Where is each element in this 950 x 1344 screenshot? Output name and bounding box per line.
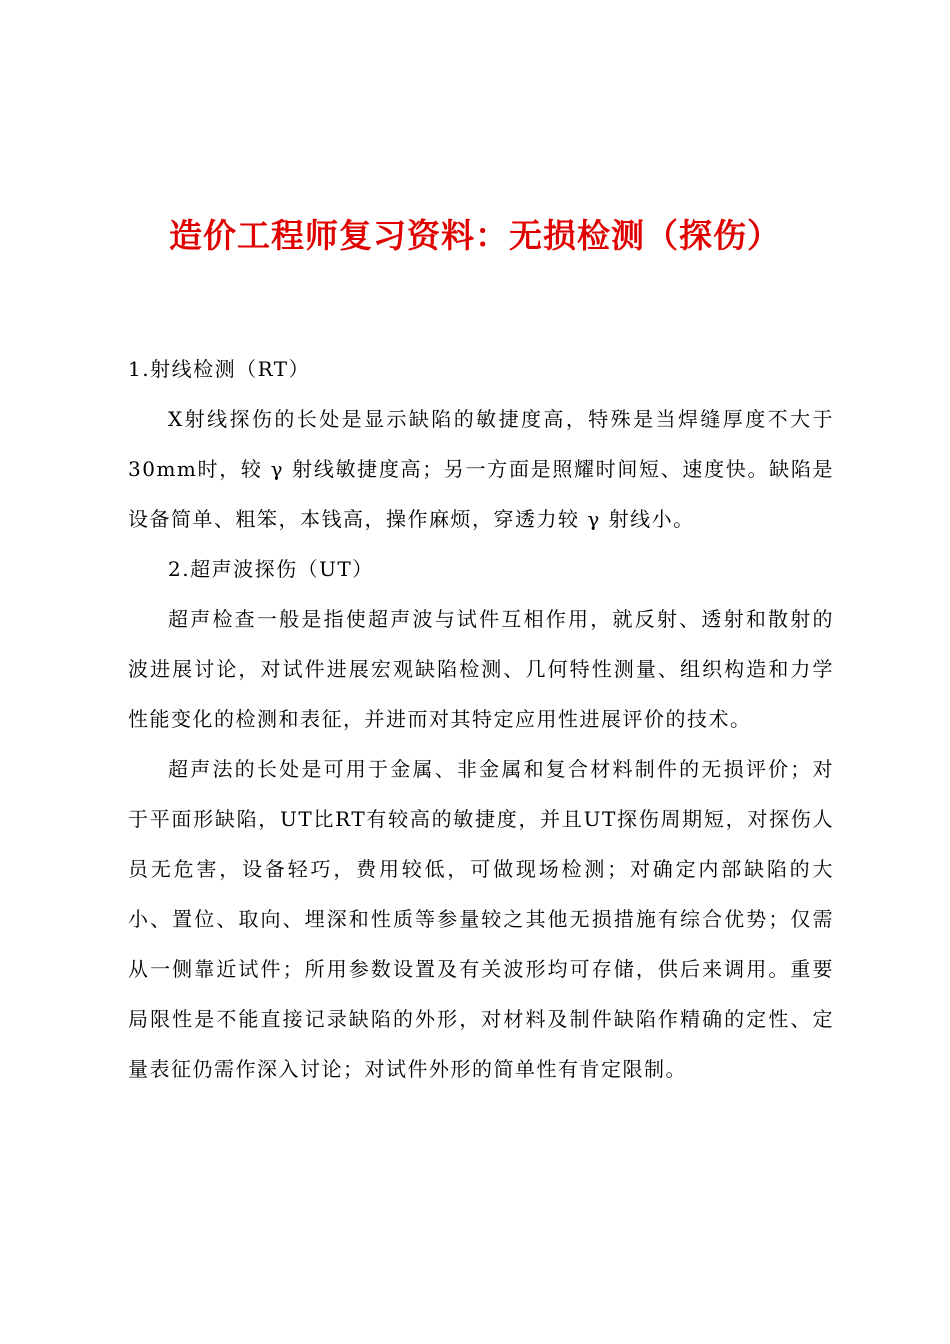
section-heading-ut: 2.超声波探伤（UT） <box>168 557 374 581</box>
paragraph-rt-description: X射线探伤的长处是显示缺陷的敏捷度高，特殊是当焊缝厚度不大于30mm时，较 γ 射线敏捷度高；另一方面是照耀时间短、速度快。缺陷是设备简单、粗笨，本钱高，操作麻烦，穿透力较 γ 射线小。 <box>128 407 834 531</box>
document-body <box>128 344 834 1094</box>
section-heading-rt: 1.射线检测（RT） <box>128 357 311 381</box>
paragraph-ut-definition: 超声检查一般是指使超声波与试件互相作用，就反射、透射和散射的波进展讨论，对试件进展宏观缺陷检测、几何特性测量、组织构造和力学性能变化的检测和表征，并进而对其特定应用性进展评价的技术。 <box>128 607 834 731</box>
paragraph-ut-advantages: 超声法的长处是可用于金属、非金属和复合材料制件的无损评价；对于平面形缺陷，UT比RT有较高的敏捷度，并且UT探伤周期短，对探伤人员无危害，设备轻巧，费用较低，可做现场检测；对确定内部缺陷的大小、置位、取向、埋深和性质等参量较之其他无损措施有综合优势；仅需从一侧靠近试件；所用参数设置及有关波形均可存储，供后来调用。重要局限性是不能直接记录缺陷的外形，对材料及制件缺陷作精确的定性、定量表征仍需作深入讨论；对试件外形的简单性有肯定限制。 <box>128 757 834 1081</box>
page-title: 造价工程师复习资料：无损检测（探伤） <box>169 216 781 255</box>
